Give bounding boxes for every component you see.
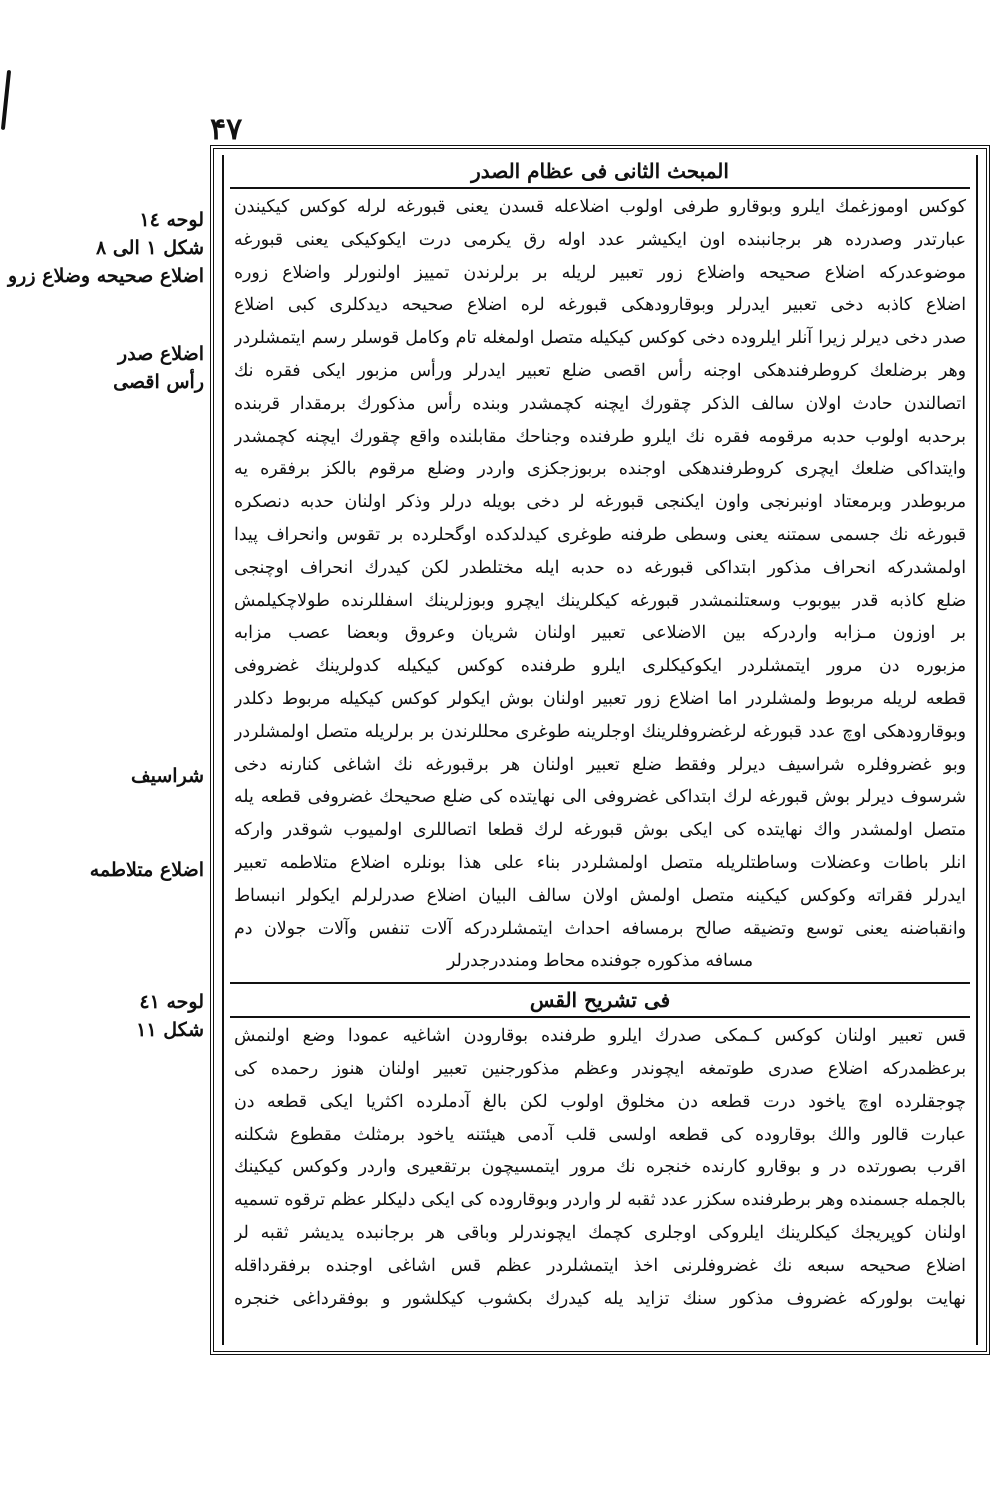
margin-note-floating-ribs bbox=[22, 856, 204, 884]
margin-note-line: لوحه ٤١ bbox=[139, 991, 204, 1013]
section-body bbox=[224, 189, 976, 978]
text-line: مسافه مذكوره جوفنده محاط ومنددرجدرلر bbox=[446, 951, 754, 972]
margin-note-line: شكل ١١ bbox=[136, 1019, 204, 1041]
text-line: اولمشدركه انحراف مذكور ابتداكى قبورغه ده حدبه ايله مختلطدر لكن كيدرك انحراف اوچنجى bbox=[234, 557, 966, 578]
margin-note-cartilage bbox=[22, 762, 204, 790]
text-line: بر اوزون مـزابه واردركه بين الاضلاعى تعبير اولنان شريان وعروق وبعضا عصب مزابه bbox=[234, 623, 966, 644]
text-line: اضلاع صحيحه سبعه نك غضروفلرنى اخذ ايتمشلردر عظم قس اشاغى اوجنده برفقرداقله bbox=[234, 1255, 966, 1276]
text-line: نهايت بولوركه غضروف مذكور سنك تزايد يله كيدرك بكشوب كيكلشور و بوفقرداغى خنجره bbox=[234, 1288, 966, 1309]
text-line: وانقباضنه يعنى توسع وتضيقه صالح برمسافه احداث ايتمشلردركه آلات تنفس وآلات جولان دم bbox=[234, 918, 966, 939]
margin-note-line: اضلاع متلاطمه bbox=[89, 859, 204, 881]
text-line: ضلع كاذبه قدر بيوبوب وسعتلنمشدر قبورغه كيكلرينك ايچرو وبوزلرينك اسفللرنده طولاچكيلمش bbox=[234, 590, 966, 611]
text-line: مربوطدر وبرمعتاد اونبرنجى واون ايكنجى قبورغه لر دخى بويله درلر وذكر اولنان حدبه دنصكره bbox=[234, 492, 966, 513]
text-line: انلر باطات وعضلات وساطتلريله متصل اولمشلردر بناء على هذا بونلره اضلاع متلاطمه تعبير bbox=[234, 852, 966, 873]
margin-note-sternal-ribs bbox=[22, 340, 204, 396]
text-line: قطعه لريله مربوط ولمشلردر اما اضلاع زور تعبير اولنان بوش ايكولر كوكس كيكيله مربوط دكلدر bbox=[234, 688, 966, 709]
text-line: وبوقارودهكى اوچ عدد قبورغه لرغضروفلرينك اوجلرينه طوغرى محللرندن بر برلريله متصل اولمشلردر bbox=[234, 721, 966, 742]
text-line: قس تعبير اولنان كوكس كـمكى صدرك ايلرو طرفنده بوقارودن اشاغيه عمودا وضع اولنمش bbox=[234, 1026, 966, 1047]
text-line: چوجقلرده اوچ ياخود درت قطعه دن مخلوق اولوب لكن بالغ آدملرده اكثريا ايكى قطعه دن bbox=[234, 1091, 966, 1112]
inner-frame bbox=[222, 155, 978, 1345]
text-line: موضوعدركه اضلاع صحيحه واضلاع زور تعبير لريله بر برلرندن تمييز اولنورلر واضلاع زوره bbox=[234, 262, 966, 283]
section-heading: فى تشريح القس bbox=[230, 982, 970, 1018]
text-line: عبارتدر وصدرده هر برجانبنده اون ايكيشر عدد اوله رق يكرمى درت ايكوكيكى يعنى قبورغه bbox=[234, 229, 966, 250]
text-line: ايدرلر فقراته وكوكس كيكينه متصل اولمش اولان سالف البيان اضلاع صدرلرلم ايكولر انبساط bbox=[234, 885, 966, 906]
margin-note-plate-14 bbox=[7, 206, 204, 290]
text-line: اولنان كوپريجك كيكلرينك ايلروكى اوجلرى كچمك ايچوندرلر وباقى هر برجانبده يديشر ثقبه لر bbox=[234, 1222, 966, 1243]
text-line: بالجمله جسمنده وهر برطرفنده سكزر عدد ثقبه لر واردر وبوقاروده كى ايكى دليكلر عظم ترقوه تسميه bbox=[234, 1190, 966, 1211]
margin-note-line: رأس اقصى bbox=[113, 371, 204, 393]
margin-note-line: اضلاع صدر bbox=[118, 343, 204, 365]
text-line: شرسوف ديرلر بوش قبورغه لرك ابتداكى غضروفى الى نهايتده كى ضلع صحيحك غضروفى قطعه يله bbox=[234, 787, 966, 808]
text-line: مزبوره دن مرور ايتمشلردر ايكوكيكلرى ايلرو طرفنده كوكس كيكيله كدولرينك غضروفى bbox=[234, 656, 966, 677]
text-line: وايتداكى ضلعك ايچرى كروطرفندهكى اوجنده بربوزجكزى واردر وضلع مرقوم بالكز برفقره يه bbox=[234, 459, 966, 480]
text-line: برعظمدركه اضلاع صدرى طوتمغه ايچوندر وعظم مذكورجنين تعبير اولنان هنوز رحمده كى bbox=[234, 1058, 966, 1079]
margin-note-plate-41 bbox=[22, 988, 204, 1044]
page-edge-mark bbox=[1, 70, 11, 130]
page-number: ۴۷ bbox=[210, 112, 243, 147]
text-line: قبورغه نك جسمى سمتنه يعنى وسطى طرفنه طوغرى كيدلدكده اوگحلرده بر تقوس وانحراف پيدا bbox=[234, 524, 966, 545]
text-line: كوكس اوموزغمك ايلرو وبوقارو طرفى اولوب اضلاعله قسدن يعنى قبورغه لرله كوكس كيكيندن bbox=[234, 197, 966, 217]
section-heading: المبحث الثانى فى عظام الصدر bbox=[230, 155, 970, 189]
margin-note-line: اضلاع صحيحه وضلاع زرو bbox=[7, 265, 204, 287]
text-line: برحدبه اولوب حدبه مرقومه فقره نك ايلرو طرفنده وجناحك مقابلنده واقع چقورك ايچنه كچمشدر bbox=[234, 426, 966, 447]
text-line: وهر برضلعك كروطرفندهكى اوجنه رأس اقصى ضلع تعبير ايدرلر ورأس مزبور ايكى فقره نك bbox=[234, 360, 966, 381]
margin-note-line: لوحه ١٤ bbox=[139, 209, 204, 231]
section-body bbox=[224, 1018, 976, 1315]
text-line: متصل اولمشدر واك نهايتده كى ايكى بوش قبورغه لرك قطعا اتصاللرى اولميوب شوقدر واركه bbox=[234, 820, 966, 841]
text-line: صدر دخى ديرلر زيرا آنلر ايلروده دخى كوكس كيكيله متصل اولمغله تام وكامل قوسلر رسم ايتمشلردر bbox=[234, 328, 966, 349]
text-line: اتصالندن حادث اولان سالف الذكر چقورك ايچنه كچمشدر وبنده رأس مذكورك برمقدار قربنده bbox=[234, 393, 966, 414]
text-line: اقرب بصورتده در و بوقارو كارنده خنجره نك مرور ايتمسيچون برتقعيرى واردر وكوكس كيكينك bbox=[234, 1157, 966, 1178]
margin-note-line: شكل ١ الى ٨ bbox=[96, 237, 204, 259]
text-frame bbox=[210, 145, 990, 1355]
text-line: عبارت قالور والك بوقاروده كى قطعه اولسى قلب آدمى هيئتنه ياخود برمثلث مقطوع شكلنه bbox=[234, 1124, 966, 1145]
text-line: وبو غضروفلره شراسيف ديرلر وفقط ضلع تعبير اولنان هر برقبورغه نك اشاغى كنارنه دخى bbox=[234, 754, 966, 775]
margin-note-line: شراسيف bbox=[130, 765, 204, 787]
text-line: اضلاع كاذبه دخى تعبير ايدرلر وبوقارودهكى قبورغه لره اضلاع صحيحه ديدكلرى كبى اضلاع bbox=[234, 295, 966, 316]
